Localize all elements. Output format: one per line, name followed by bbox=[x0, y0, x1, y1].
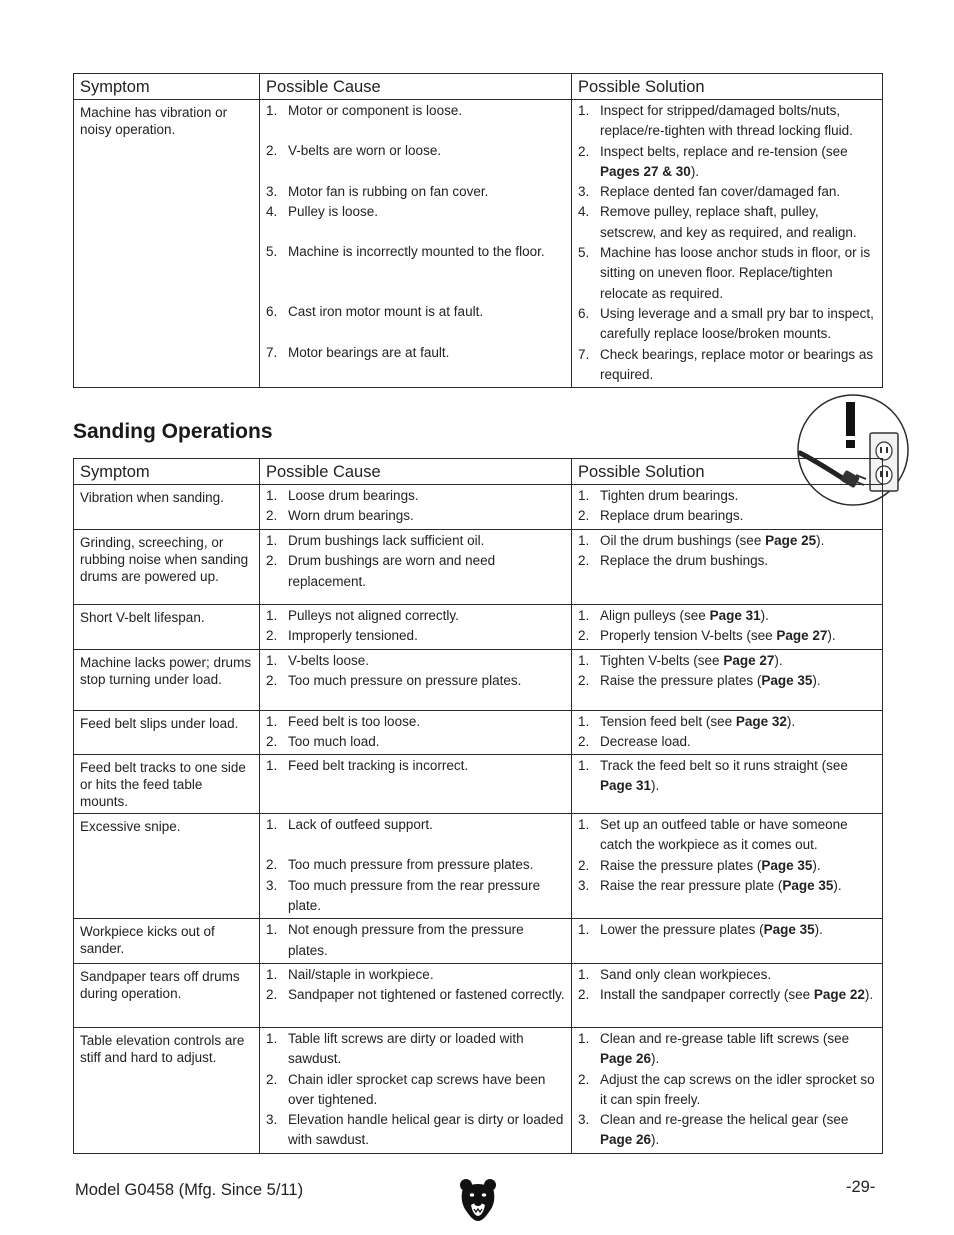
item-text: Sand only clean workpieces. bbox=[600, 966, 772, 982]
page-reference: Page 31 bbox=[709, 608, 761, 623]
solution-cell bbox=[572, 919, 883, 964]
item-text: Tighten V-belts (see bbox=[600, 652, 724, 668]
list-item bbox=[266, 920, 565, 961]
item-text-suffix: ). bbox=[814, 922, 823, 938]
item-text-suffix: ). bbox=[812, 857, 821, 873]
page-reference: Page 25 bbox=[765, 533, 817, 548]
item-text: Motor fan is rubbing on fan cover. bbox=[288, 183, 489, 199]
numbered-list bbox=[578, 712, 876, 753]
numbered-list bbox=[578, 815, 876, 896]
item-number: 2. bbox=[578, 628, 590, 644]
item-text: Cast iron motor mount is at fault. bbox=[288, 304, 484, 320]
item-text-suffix: ). bbox=[651, 1051, 660, 1067]
list-item bbox=[578, 345, 876, 386]
item-text: Raise the rear pressure plate ( bbox=[600, 878, 783, 894]
list-item bbox=[266, 101, 565, 121]
item-text: Align pulleys (see bbox=[600, 608, 710, 623]
item-text-suffix: ). bbox=[816, 533, 825, 548]
item-text: Lower the pressure plates ( bbox=[600, 922, 764, 938]
item-number: 1. bbox=[578, 713, 590, 729]
item-number: 1. bbox=[578, 966, 590, 982]
list-item bbox=[266, 506, 565, 526]
numbered-list bbox=[266, 1029, 565, 1151]
list-item bbox=[266, 606, 565, 626]
item-text: Adjust the cap screws on the idler sprocket so it can spin freely. bbox=[600, 1071, 875, 1107]
item-number: 1. bbox=[578, 103, 590, 118]
list-item bbox=[266, 343, 565, 363]
list-item bbox=[578, 920, 876, 940]
list-item bbox=[578, 732, 876, 752]
item-number: 1. bbox=[266, 966, 278, 982]
numbered-list bbox=[578, 651, 876, 692]
cause-cell bbox=[260, 963, 572, 1027]
item-text-suffix: ). bbox=[760, 608, 769, 623]
numbered-list bbox=[266, 756, 565, 776]
list-item bbox=[266, 486, 565, 506]
item-text: Replace the drum bushings. bbox=[600, 553, 769, 569]
list-item bbox=[578, 856, 876, 876]
item-text-suffix: ). bbox=[833, 878, 842, 894]
list-item bbox=[266, 671, 565, 691]
item-text-suffix: ). bbox=[812, 672, 821, 688]
symptom-cell: Machine lacks power; drums stop turning under load. bbox=[74, 649, 260, 710]
item-number: 1. bbox=[266, 488, 278, 503]
item-text: Too much pressure from the rear pressure plate. bbox=[288, 877, 541, 914]
solution-cell bbox=[572, 755, 883, 814]
item-text: V-belts loose. bbox=[288, 652, 370, 668]
cause-cell bbox=[260, 919, 572, 964]
page-reference: Page 32 bbox=[735, 713, 787, 729]
item-text-suffix: ). bbox=[690, 163, 700, 179]
list-item bbox=[266, 756, 565, 776]
page-reference: Pages 27 & 30 bbox=[600, 163, 691, 179]
numbered-list bbox=[578, 756, 876, 797]
symptom-cell: Short V-belt lifespan. bbox=[74, 605, 260, 650]
numbered-list bbox=[266, 486, 565, 527]
list-item bbox=[578, 531, 876, 551]
list-item bbox=[578, 202, 876, 243]
list-item bbox=[266, 1070, 565, 1111]
vibration-troubleshooting-table bbox=[73, 73, 883, 388]
item-text: Feed belt is too loose. bbox=[288, 713, 421, 729]
item-number: 2. bbox=[578, 857, 590, 873]
numbered-list bbox=[578, 486, 876, 527]
item-text: Replace drum bearings. bbox=[600, 508, 744, 524]
item-text: Too much pressure on pressure plates. bbox=[288, 672, 522, 688]
list-item bbox=[578, 815, 876, 856]
numbered-list bbox=[578, 606, 876, 647]
solution-header: Possible Solution bbox=[572, 459, 883, 485]
table-row bbox=[74, 100, 883, 388]
item-text: Replace dented fan cover/damaged fan. bbox=[600, 184, 841, 200]
item-number: 1. bbox=[266, 1030, 278, 1046]
item-text: Check bearings, replace motor or bearings as required. bbox=[600, 346, 874, 382]
item-text: Raise the pressure plates ( bbox=[600, 857, 762, 873]
item-text: Track the feed belt so it runs straight (see bbox=[600, 758, 848, 774]
list-item bbox=[266, 1110, 565, 1151]
list-item bbox=[578, 876, 876, 896]
item-text: Clean and re-grease the helical gear (see bbox=[600, 1112, 849, 1128]
symptom-cell: Vibration when sanding. bbox=[74, 485, 260, 530]
list-item bbox=[266, 302, 565, 322]
table-header-row bbox=[74, 74, 883, 100]
item-number: 2. bbox=[578, 733, 590, 749]
item-number: 1. bbox=[578, 652, 590, 668]
list-item bbox=[266, 732, 565, 752]
item-text: Tension feed belt (see bbox=[600, 713, 736, 729]
list-item bbox=[578, 671, 876, 691]
item-number: 1. bbox=[266, 608, 278, 623]
item-text: Drum bushings are worn and need replacement. bbox=[288, 553, 496, 589]
item-number: 2. bbox=[266, 987, 278, 1003]
item-number: 2. bbox=[266, 553, 278, 569]
section-title: Sanding Operations bbox=[73, 420, 273, 443]
item-text: Too much load. bbox=[288, 733, 380, 749]
model-footer: Model G0458 (Mfg. Since 5/11) bbox=[75, 1181, 304, 1199]
list-item bbox=[578, 486, 876, 506]
cause-header: Possible Cause bbox=[260, 74, 572, 100]
item-text-suffix: ). bbox=[651, 1132, 660, 1148]
item-number: 1. bbox=[266, 713, 278, 729]
list-item bbox=[266, 242, 565, 262]
item-text: Sandpaper not tightened or fastened correctly. bbox=[288, 987, 565, 1003]
list-item bbox=[266, 531, 565, 551]
cause-cell bbox=[260, 814, 572, 919]
solution-cell bbox=[572, 530, 883, 605]
item-text: Nail/staple in workpiece. bbox=[288, 966, 434, 982]
numbered-list bbox=[578, 101, 876, 385]
item-text: Chain idler sprocket cap screws have been over tightened. bbox=[288, 1071, 546, 1107]
list-item bbox=[266, 815, 565, 835]
list-item bbox=[578, 506, 876, 526]
item-text: Tighten drum bearings. bbox=[600, 488, 739, 503]
page-reference: Page 26 bbox=[600, 1051, 652, 1067]
symptom-cell: Table elevation controls are stiff and hard to adjust. bbox=[74, 1027, 260, 1153]
item-number: 2. bbox=[266, 857, 278, 873]
item-number: 2. bbox=[578, 672, 590, 688]
item-number: 6. bbox=[578, 305, 590, 321]
item-number: 2. bbox=[266, 672, 278, 688]
item-number: 2. bbox=[578, 143, 590, 159]
page-number: -29- bbox=[846, 1178, 876, 1196]
item-number: 1. bbox=[578, 488, 590, 503]
item-number: 3. bbox=[578, 184, 590, 200]
table-row bbox=[74, 605, 883, 650]
list-item bbox=[578, 243, 876, 304]
list-item bbox=[578, 551, 876, 571]
numbered-list bbox=[266, 965, 565, 1006]
item-number: 3. bbox=[578, 1112, 590, 1128]
table-row bbox=[74, 649, 883, 710]
numbered-list bbox=[266, 651, 565, 692]
item-number: 5. bbox=[266, 244, 278, 260]
table-row bbox=[74, 1027, 883, 1153]
solution-cell bbox=[572, 100, 883, 388]
item-text: Drum bushings lack sufficient oil. bbox=[288, 533, 485, 548]
solution-cell bbox=[572, 963, 883, 1027]
cause-header: Possible Cause bbox=[260, 459, 572, 485]
solution-header: Possible Solution bbox=[572, 74, 883, 100]
item-text: Install the sandpaper correctly (see bbox=[600, 987, 814, 1003]
symptom-header: Symptom bbox=[74, 459, 260, 485]
item-number: 1. bbox=[578, 533, 590, 548]
list-item bbox=[578, 101, 876, 142]
table-row bbox=[74, 755, 883, 814]
item-number: 2. bbox=[578, 553, 590, 569]
list-item bbox=[578, 651, 876, 671]
item-number: 3. bbox=[266, 877, 278, 893]
item-number: 1. bbox=[266, 817, 278, 833]
item-text-suffix: ). bbox=[864, 987, 874, 1003]
item-number: 7. bbox=[578, 346, 590, 362]
solution-cell bbox=[572, 1027, 883, 1153]
table-row bbox=[74, 485, 883, 530]
list-item bbox=[578, 1070, 876, 1111]
item-text: Not enough pressure from the pressure plates. bbox=[288, 922, 524, 958]
item-number: 6. bbox=[266, 304, 278, 320]
item-number: 2. bbox=[266, 1071, 278, 1087]
page-reference: Page 35 bbox=[761, 857, 813, 873]
symptom-cell: Grinding, screeching, or rubbing noise when sanding drums are powered up. bbox=[74, 530, 260, 605]
item-text: Pulley is loose. bbox=[288, 203, 379, 219]
item-text: Worn drum bearings. bbox=[288, 508, 414, 524]
item-text: Motor or component is loose. bbox=[288, 103, 463, 118]
numbered-list bbox=[578, 965, 876, 1006]
item-number: 1. bbox=[266, 533, 278, 548]
item-number: 5. bbox=[578, 245, 590, 261]
item-text: Clean and re-grease table lift screws (see bbox=[600, 1030, 850, 1046]
list-item bbox=[578, 182, 876, 202]
list-item bbox=[266, 855, 565, 875]
item-text: Elevation handle helical gear is dirty or loaded with sawdust. bbox=[288, 1112, 564, 1148]
list-item bbox=[578, 965, 876, 985]
numbered-list bbox=[266, 712, 565, 753]
numbered-list bbox=[578, 920, 876, 940]
item-number: 1. bbox=[266, 922, 278, 938]
page-reference: Page 35 bbox=[763, 922, 815, 938]
item-text: Table lift screws are dirty or loaded with sawdust. bbox=[288, 1030, 524, 1067]
item-number: 2. bbox=[578, 987, 590, 1003]
list-item bbox=[578, 1029, 876, 1070]
cause-cell bbox=[260, 100, 572, 388]
list-item bbox=[266, 141, 565, 161]
item-text: Loose drum bearings. bbox=[288, 488, 419, 503]
item-text: Motor bearings are at fault. bbox=[288, 344, 450, 360]
cause-cell bbox=[260, 1027, 572, 1153]
cause-cell bbox=[260, 710, 572, 755]
item-number: 3. bbox=[266, 183, 278, 199]
item-text: Machine has loose anchor studs in floor, or is sitting on uneven floor. Replace/tighten relocate as required. bbox=[600, 245, 871, 301]
symptom-cell: Machine has vibration or noisy operation. bbox=[74, 100, 260, 388]
item-number: 1. bbox=[578, 922, 590, 938]
numbered-list bbox=[266, 920, 565, 961]
list-item bbox=[578, 304, 876, 345]
list-item bbox=[578, 142, 876, 183]
cause-cell bbox=[260, 530, 572, 605]
item-text: Raise the pressure plates ( bbox=[600, 672, 762, 688]
page-reference: Page 31 bbox=[600, 778, 652, 794]
cause-cell bbox=[260, 485, 572, 530]
table-row bbox=[74, 530, 883, 605]
item-number: 4. bbox=[578, 204, 590, 220]
item-text: Pulleys not aligned correctly. bbox=[288, 608, 459, 623]
item-number: 1. bbox=[578, 1030, 590, 1046]
numbered-list bbox=[578, 1029, 876, 1151]
item-number: 3. bbox=[578, 878, 590, 894]
item-number: 2. bbox=[266, 508, 278, 524]
item-text: Using leverage and a small pry bar to inspect, carefully replace loose/broken mounts. bbox=[600, 305, 874, 342]
list-item bbox=[266, 626, 565, 646]
page-reference: Page 22 bbox=[813, 987, 865, 1003]
item-number: 7. bbox=[266, 344, 278, 360]
list-item bbox=[266, 876, 565, 917]
symptom-cell: Feed belt tracks to one side or hits the feed table mounts. bbox=[74, 755, 260, 814]
solution-cell bbox=[572, 814, 883, 919]
item-number: 2. bbox=[266, 143, 278, 159]
table-row bbox=[74, 710, 883, 755]
numbered-list bbox=[266, 606, 565, 647]
solution-cell bbox=[572, 649, 883, 710]
list-item bbox=[266, 182, 565, 202]
table-row bbox=[74, 963, 883, 1027]
list-item bbox=[578, 1110, 876, 1151]
item-text-suffix: ). bbox=[651, 778, 660, 794]
item-text: Lack of outfeed support. bbox=[288, 817, 433, 833]
symptom-cell: Feed belt slips under load. bbox=[74, 710, 260, 755]
list-item bbox=[266, 551, 565, 592]
item-text: Set up an outfeed table or have someone catch the workpiece as it comes out. bbox=[600, 817, 848, 853]
numbered-list bbox=[266, 101, 565, 363]
item-text: V-belts are worn or loose. bbox=[288, 143, 442, 159]
solution-cell bbox=[572, 485, 883, 530]
item-number: 3. bbox=[266, 1112, 278, 1128]
item-number: 2. bbox=[266, 733, 278, 749]
item-text-suffix: ). bbox=[786, 713, 796, 729]
solution-cell bbox=[572, 605, 883, 650]
table-row bbox=[74, 814, 883, 919]
page-reference: Page 27 bbox=[723, 652, 775, 668]
item-number: 2. bbox=[578, 508, 590, 524]
list-item bbox=[266, 1029, 565, 1070]
item-text: Remove pulley, replace shaft, pulley, setscrew, and key as required, and realign. bbox=[600, 204, 857, 240]
page-reference: Page 27 bbox=[776, 628, 828, 644]
sanding-operations-table bbox=[73, 458, 883, 1154]
item-number: 1. bbox=[578, 758, 590, 774]
page-reference: Page 26 bbox=[600, 1132, 652, 1148]
list-item bbox=[266, 651, 565, 671]
item-number: 2. bbox=[578, 1071, 590, 1087]
list-item bbox=[266, 985, 565, 1005]
symptom-cell: Sandpaper tears off drums during operation. bbox=[74, 963, 260, 1027]
item-number: 1. bbox=[578, 817, 590, 833]
item-text: Too much pressure from pressure plates. bbox=[288, 857, 534, 873]
item-number: 1. bbox=[578, 608, 590, 623]
list-item bbox=[578, 606, 876, 626]
symptom-cell: Excessive snipe. bbox=[74, 814, 260, 919]
grizzly-bear-logo-icon bbox=[459, 1178, 497, 1222]
item-number: 4. bbox=[266, 203, 278, 219]
list-item bbox=[578, 626, 876, 646]
item-number: 1. bbox=[266, 652, 278, 668]
item-text: Properly tension V-belts (see bbox=[600, 628, 777, 644]
item-text: Inspect belts, replace and re-tension (see bbox=[600, 143, 848, 159]
page-reference: Page 35 bbox=[782, 878, 834, 894]
item-text-suffix: ). bbox=[774, 652, 783, 668]
symptom-cell: Workpiece kicks out of sander. bbox=[74, 919, 260, 964]
item-number: 1. bbox=[266, 103, 278, 118]
table-row bbox=[74, 919, 883, 964]
list-item bbox=[578, 756, 876, 797]
symptom-header: Symptom bbox=[74, 74, 260, 100]
item-text: Feed belt tracking is incorrect. bbox=[288, 758, 469, 774]
list-item bbox=[266, 712, 565, 732]
cause-cell bbox=[260, 605, 572, 650]
item-text: Machine is incorrectly mounted to the floor. bbox=[288, 244, 545, 260]
numbered-list bbox=[266, 531, 565, 592]
item-text: Improperly tensioned. bbox=[288, 628, 418, 644]
list-item bbox=[266, 965, 565, 985]
cause-cell bbox=[260, 755, 572, 814]
cause-cell bbox=[260, 649, 572, 710]
item-number: 1. bbox=[266, 758, 278, 774]
list-item bbox=[578, 712, 876, 732]
item-number: 2. bbox=[266, 628, 278, 644]
solution-cell bbox=[572, 710, 883, 755]
item-text: Inspect for stripped/damaged bolts/nuts, replace/re-tighten with thread locking fluid. bbox=[600, 103, 853, 139]
list-item bbox=[578, 985, 876, 1005]
item-text: Decrease load. bbox=[600, 733, 691, 749]
page-reference: Page 35 bbox=[761, 672, 813, 688]
item-text-suffix: ). bbox=[827, 628, 836, 644]
numbered-list bbox=[266, 815, 565, 916]
table-header-row bbox=[74, 459, 883, 485]
numbered-list bbox=[578, 531, 876, 572]
item-text: Oil the drum bushings (see bbox=[600, 533, 766, 548]
list-item bbox=[266, 202, 565, 222]
